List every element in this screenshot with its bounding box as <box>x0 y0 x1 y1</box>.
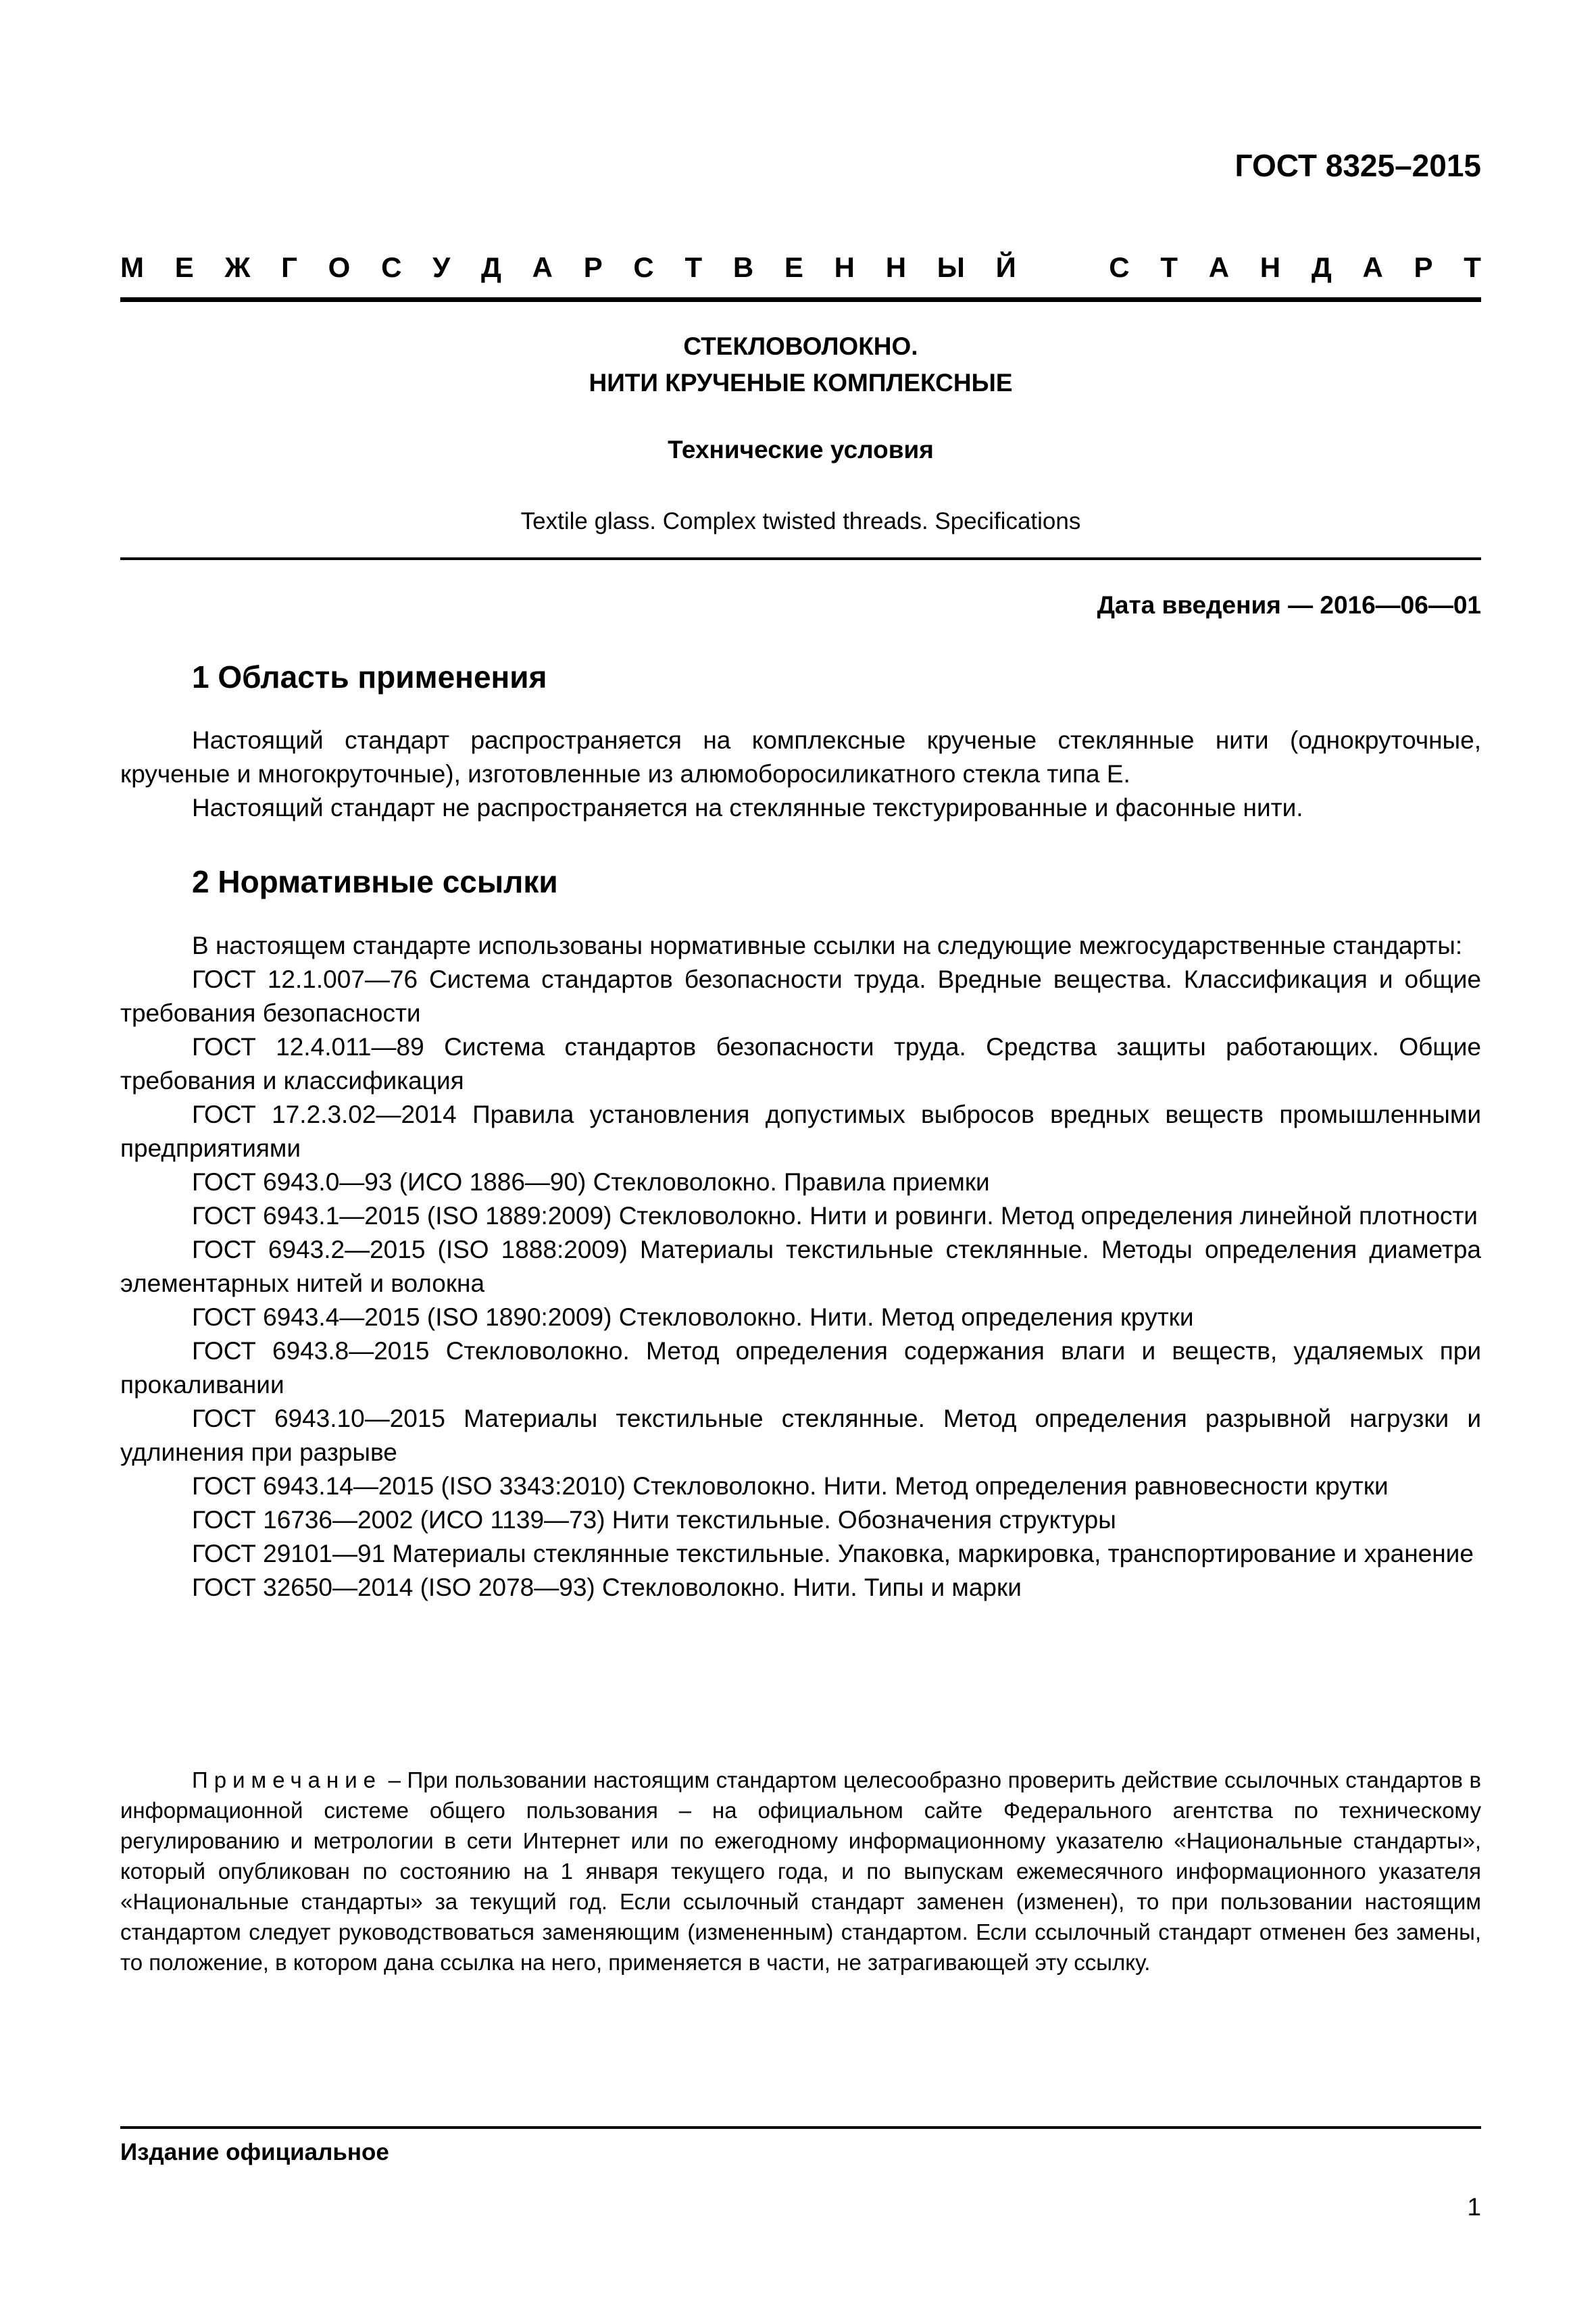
interstate-letter: Н <box>885 251 907 283</box>
title-divider <box>120 557 1481 560</box>
section-2-heading: 2 Нормативные ссылки <box>192 864 558 899</box>
document-title <box>120 328 1481 401</box>
interstate-letter: Е <box>784 251 803 283</box>
edition-label: Издание официальное <box>120 2139 389 2165</box>
interstate-letter: Д <box>480 251 501 283</box>
paragraph: В настоящем стандарте использованы нормативные ссылки на следующие межгосударственные стандарты: <box>192 932 1463 959</box>
standard-letter: А <box>1208 251 1230 283</box>
interstate-letter: О <box>328 251 351 283</box>
interstate-letter: У <box>432 251 451 283</box>
interstate-letter: Ж <box>224 251 251 283</box>
interstate-letter: Е <box>174 251 194 283</box>
paragraph: Настоящий стандарт распространяется на комплексные крученые стеклянные нити (однокруточные, крученые и многокруточные), изготовленные из алюмоборосиликатного стекла типа Е. <box>120 726 1481 788</box>
word-gap <box>1047 251 1078 284</box>
standard-letter: Н <box>1260 251 1281 283</box>
standard-letter: Т <box>1160 251 1178 283</box>
reference-item: ГОСТ 6943.8—2015 Стекловолокно. Метод определения содержания влаги и веществ, удаляемых при прокаливании <box>120 1337 1481 1399</box>
reference-item: ГОСТ 6943.2—2015 (ISO 1888:2009) Материалы текстильные стеклянные. Методы определения диаметра элементарных нитей и волокна <box>120 1236 1481 1297</box>
title-line-1: СТЕКЛОВОЛОКНО. <box>683 332 918 360</box>
reference-item: ГОСТ 6943.1—2015 (ISO 1889:2009) Стекловолокно. Нити и ровинги. Метод определения линейной плотности <box>192 1202 1478 1230</box>
paragraph: Настоящий стандарт не распространяется на стеклянные текстурированные и фасонные нити. <box>192 794 1303 822</box>
reference-item: ГОСТ 16736—2002 (ИСО 1139—73) Нити текстильные. Обозначения структуры <box>192 1506 1116 1534</box>
interstate-letter: Т <box>684 251 703 283</box>
note-text: – При пользовании настоящим стандартом целесообразно проверить действие ссылочных стандартов в информационной системе общего пользования – на официальном сайте Федерального агентства по техническому регулированию и метрологии в сети Интернет или по ежегодному информационному указателю «Национальные стандарты», который опубликован по состоянию на 1 января текущего года, и по выпускам ежемесячного информационного указателя «Национальные стандарты» за текущий год. Если ссылочный стандарт заменен (изменен), то при пользовании настоящим стандартом следует руководствоваться заменяющим (измененным) стандартом. Если ссылочный стандарт отменен без замены, то положение, в котором дана ссылка на него, применяется в части, не затрагивающей эту ссылку. <box>120 1767 1481 1975</box>
reference-item: ГОСТ 12.4.011—89 Система стандартов безопасности труда. Средства защиты работающих. Общие требования и классификация <box>120 1033 1481 1095</box>
interstate-letter: А <box>532 251 553 283</box>
standard-letter: Т <box>1464 251 1481 283</box>
standard-letter: А <box>1362 251 1383 283</box>
standard-letter: Д <box>1311 251 1332 283</box>
reference-item: ГОСТ 17.2.3.02—2014 Правила установления допустимых выбросов вредных веществ промышленными предприятиями <box>120 1101 1481 1162</box>
english-title: Textile glass. Complex twisted threads. Specifications <box>520 508 1081 534</box>
interstate-letter: С <box>381 251 402 283</box>
section-1-heading: 1 Область применения <box>192 659 547 695</box>
reference-item: ГОСТ 6943.14—2015 (ISO 3343:2010) Стекловолокно. Нити. Метод определения равновесности крутки <box>192 1472 1389 1500</box>
reference-item: ГОСТ 12.1.007—76 Система стандартов безопасности труда. Вредные вещества. Классификация и общие требования безопасности <box>120 965 1481 1027</box>
standard-letter: С <box>1109 251 1130 283</box>
document-subtitle: Технические условия <box>668 436 934 463</box>
interstate-letter: В <box>732 251 754 283</box>
interstate-letter: Г <box>281 251 297 283</box>
gost-number: ГОСТ 8325–2015 <box>1235 148 1481 183</box>
interstate-letter: Й <box>995 251 1016 283</box>
standard-letter: Р <box>1414 251 1433 283</box>
interstate-letter: С <box>633 251 654 283</box>
title-line-2: НИТИ КРУЧЕНЫЕ КОМПЛЕКСНЫЕ <box>589 369 1013 397</box>
note-label: Примечание <box>192 1767 382 1792</box>
introduction-date: Дата введения — 2016—06—01 <box>1097 591 1481 619</box>
header-divider <box>120 297 1481 302</box>
reference-item: ГОСТ 6943.10—2015 Материалы текстильные стеклянные. Метод определения разрывной нагрузки и удлинения при разрыве <box>120 1405 1481 1466</box>
page-number: 1 <box>1467 2193 1481 2221</box>
reference-item: ГОСТ 32650—2014 (ISO 2078—93) Стекловолокно. Нити. Типы и марки <box>192 1574 1022 1601</box>
interstate-standard-heading <box>120 251 1481 284</box>
reference-item: ГОСТ 6943.0—93 (ИСО 1886—90) Стекловолокно. Правила приемки <box>192 1168 990 1196</box>
section-1-body <box>120 724 1481 825</box>
footer-divider <box>120 2126 1481 2129</box>
reference-item: ГОСТ 6943.4—2015 (ISO 1890:2009) Стекловолокно. Нити. Метод определения крутки <box>192 1303 1194 1331</box>
section-2-body <box>120 929 1481 1605</box>
note-block <box>120 1765 1481 1978</box>
interstate-letter: Ы <box>937 251 965 283</box>
interstate-letter: М <box>120 251 144 283</box>
interstate-letter: Р <box>583 251 603 283</box>
interstate-letter: Н <box>834 251 855 283</box>
reference-item: ГОСТ 29101—91 Материалы стеклянные текстильные. Упаковка, маркировка, транспортирование и хранение <box>192 1540 1474 1567</box>
note-paragraph <box>120 1765 1481 1978</box>
